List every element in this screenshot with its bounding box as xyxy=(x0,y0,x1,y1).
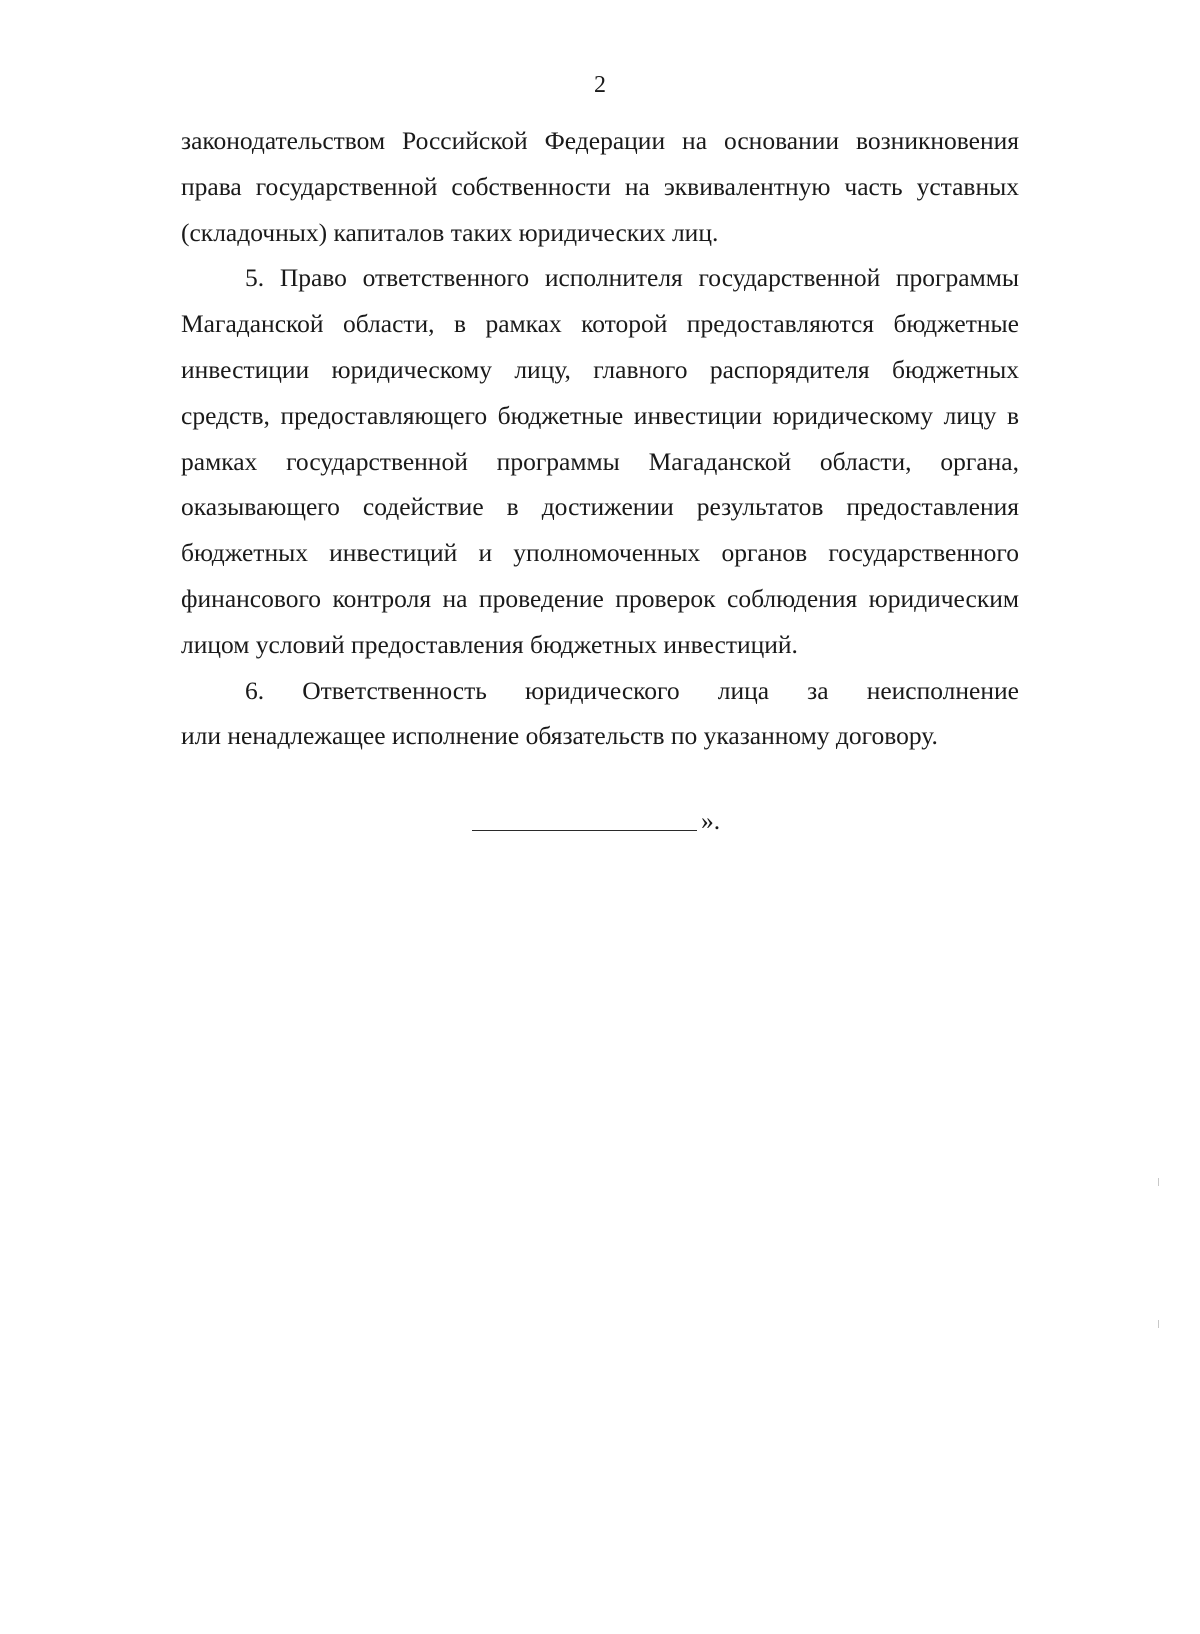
item-6-word-4: за xyxy=(807,675,829,705)
scan-artifact xyxy=(1158,1178,1159,1186)
paragraph-item-6-first-line xyxy=(181,668,1019,714)
closing-quote: ». xyxy=(701,806,721,835)
item-6-word-5: неисполнение xyxy=(866,675,1019,705)
document-body xyxy=(181,118,1019,759)
closing-rule xyxy=(472,830,697,831)
paragraph-item-5: 5. Право ответственного исполнителя государственной программы Магаданской области, в рамках которой предоставляются бюджетные инвестиции юридическому лицу, главного распорядителя бюджетных средств, предоставляющего бюджетные инвестиции юридическому лицу в рамках государственной программы Магаданской области, органа, оказывающего содействие в достижении результатов предоставления бюджетных инвестиций и уполномоченных органов государственного финансового контроля на проведение проверок соблюдения юридическим лицом условий предоставления бюджетных инвестиций. xyxy=(181,263,1019,659)
paragraph-item-6-rest: или ненадлежащее исполнение обязательств по указанному договору. xyxy=(181,721,938,751)
item-6-word-1: Ответственность xyxy=(302,675,487,705)
item-6-word-3: лица xyxy=(717,675,770,705)
item-6-word-2: юридического xyxy=(525,675,680,705)
item-6-number: 6. xyxy=(245,675,265,705)
scan-artifact xyxy=(1158,1320,1159,1328)
page-number: 2 xyxy=(594,72,606,98)
paragraph-item-6 xyxy=(181,668,1019,760)
paragraph-continuation: законодательством Российской Федерации на основании возникновения права государственной собственности на эквивалентную часть уставных (складочных) капиталов таких юридических лиц. xyxy=(181,126,1019,247)
closing-mark xyxy=(472,806,720,836)
